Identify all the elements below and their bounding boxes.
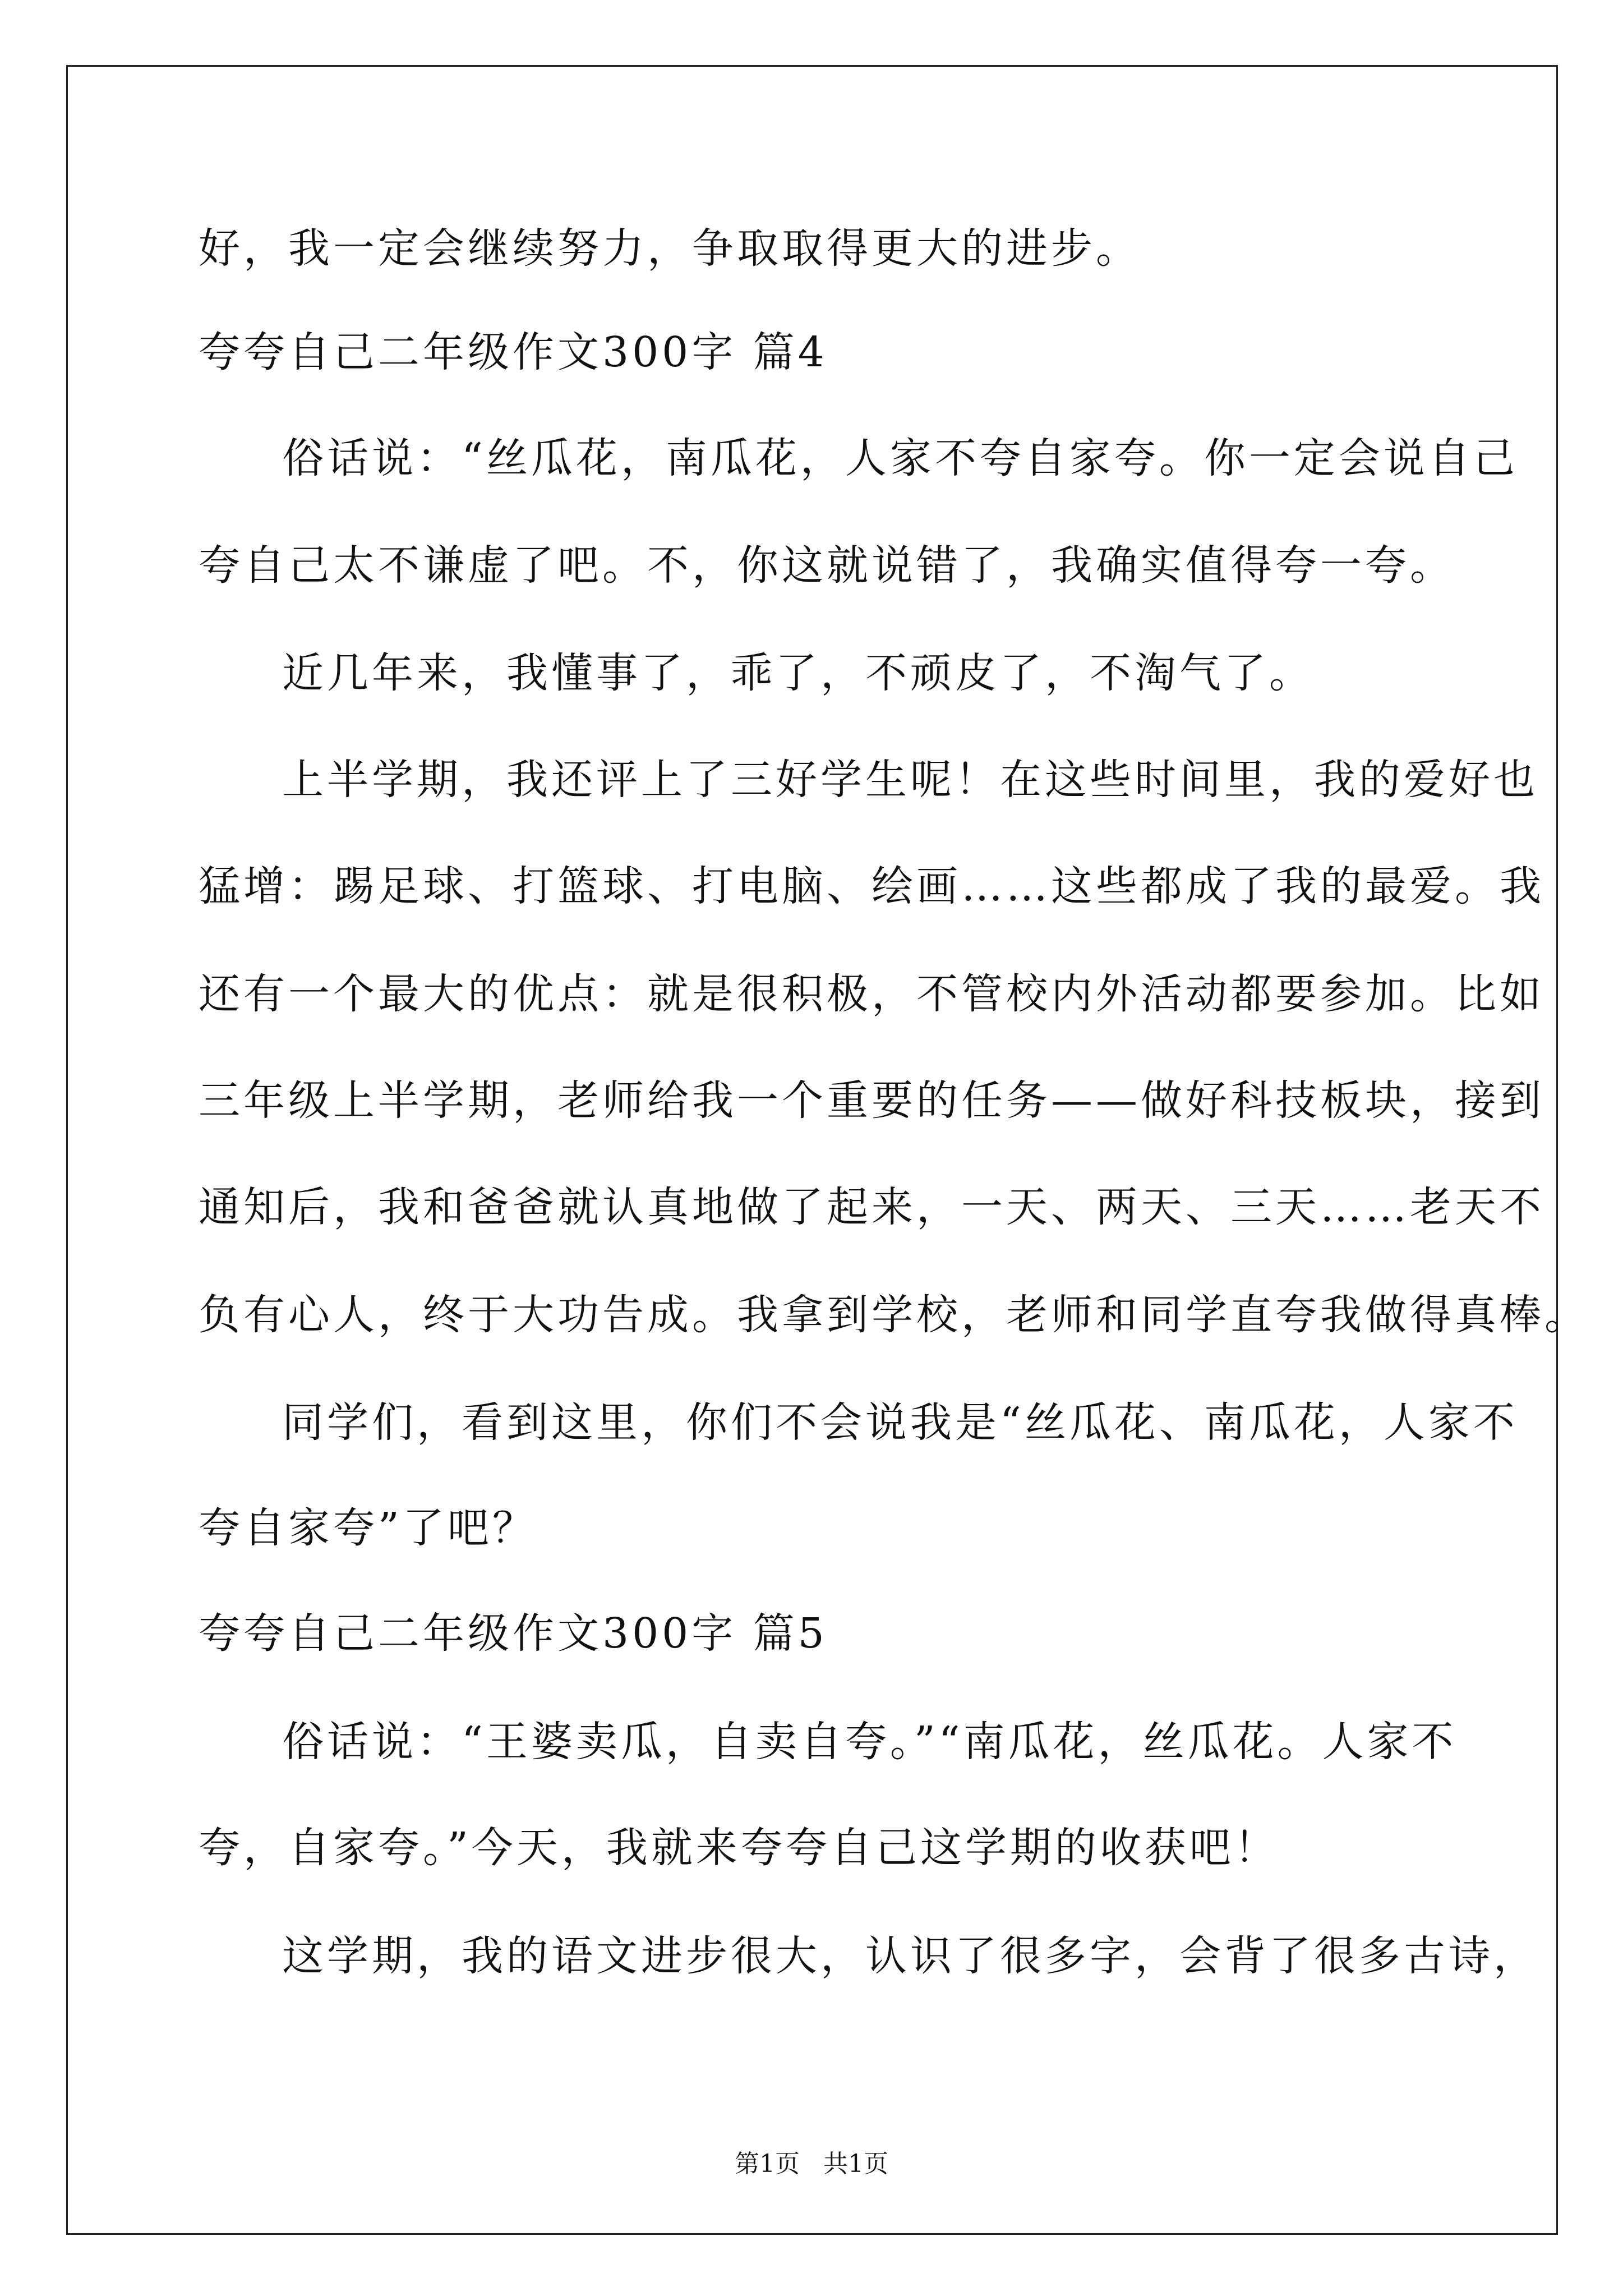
paragraph-line: 近几年来，我懂事了，乖了，不顽皮了，不淘气了。 [282,649,1314,697]
page-number-footer: 第1页 共1页 [735,2150,888,2178]
text-line: 猛增：踢足球、打篮球、打电脑、绘画……这些都成了我的最爱。我 [199,862,1544,910]
text-line: 夸自己太不谦虚了吧。不，你这就说错了，我确实值得夸一夸。 [199,541,1455,590]
section-heading: 夸夸自己二年级作文300字 篇5 [199,1609,828,1658]
text-line: 还有一个最大的优点：就是很积极，不管校内外活动都要参加。比如 [199,970,1544,1018]
section-heading: 夸夸自己二年级作文300字 篇4 [199,328,828,376]
paragraph-line: 俗话说：“王婆卖瓜，自卖自夸。”“南瓜花，丝瓜花。人家不 [282,1718,1457,1766]
paragraph-line: 同学们，看到这里，你们不会说我是“丝瓜花、南瓜花，人家不 [282,1398,1518,1447]
text-line: 通知后，我和爸爸就认真地做了起来，一天、两天、三天……老天不 [199,1183,1544,1231]
text-line: 夸，自家夸。”今天，我就来夸夸自己这学期的收获吧！ [199,1824,1279,1872]
paragraph-line: 俗话说：“丝瓜花，南瓜花，人家不夸自家夸。你一定会说自己 [282,434,1518,482]
paragraph-line: 这学期，我的语文进步很大，认识了很多字，会背了很多古诗， [282,1932,1538,1980]
text-line: 负有心人，终于大功告成。我拿到学校，老师和同学直夸我做得真棒。 [199,1291,1589,1339]
text-line: 好，我一定会继续努力，争取取得更大的进步。 [199,224,1141,273]
page-border [66,65,1558,2235]
text-line: 三年级上半学期，老师给我一个重要的任务——做好科技板块，接到 [199,1076,1544,1125]
paragraph-line: 上半学期，我还评上了三好学生呢！在这些时间里，我的爱好也 [282,756,1538,804]
text-line: 夸自家夸”了吧？ [199,1504,537,1552]
